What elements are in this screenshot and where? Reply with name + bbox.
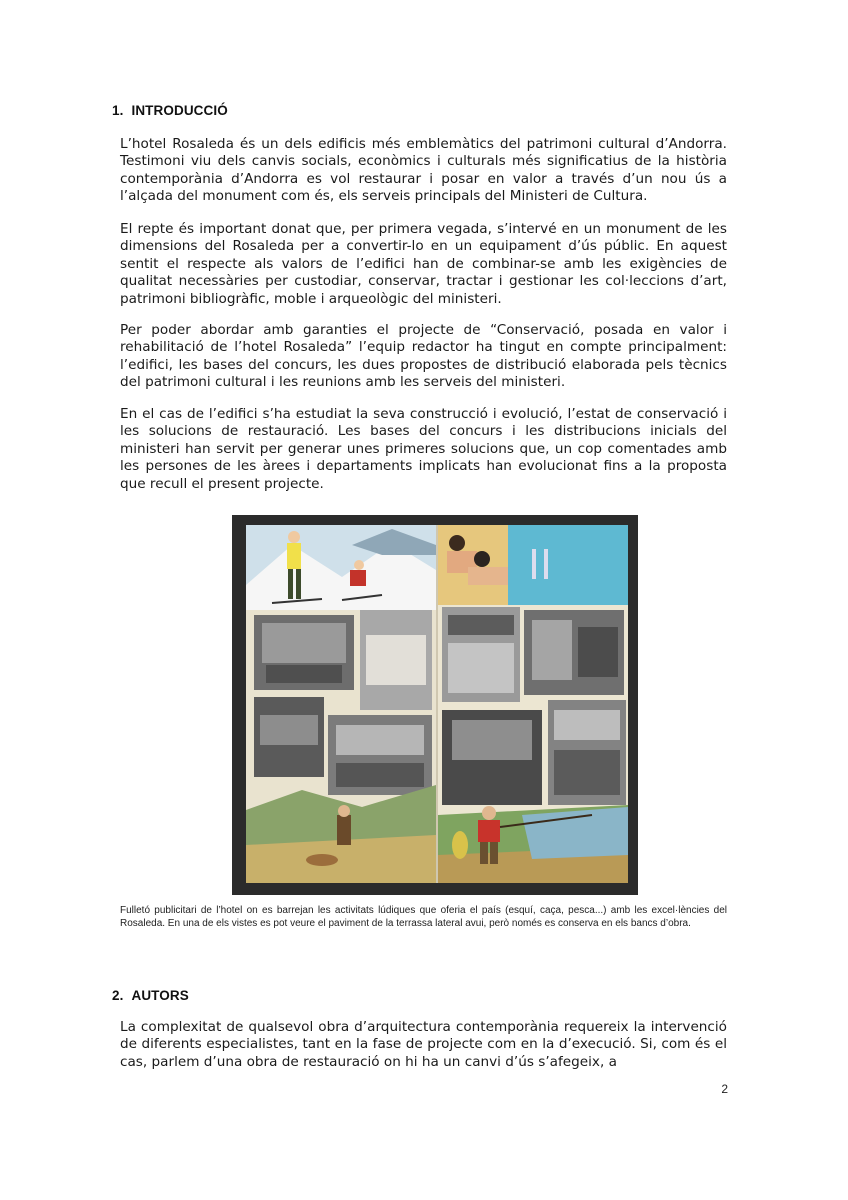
section-number: 1.: [112, 103, 124, 118]
section-number: 2.: [112, 988, 124, 1003]
section-title: AUTORS: [131, 988, 189, 1003]
autors-paragraph-1: La complexitat de qualsevol obra d’arquitectura contemporània requereix la intervenció de diferents especialistes, tant en la fase de projecte com en la d’execució. Si, com és el cas, parlem d’una obra de restauració on hi ha un canvi d’ús s’afegeix, a: [120, 1019, 727, 1070]
section-heading-autors: [112, 988, 189, 1003]
hotel-brochure-image: [232, 515, 638, 895]
intro-paragraph-3: Per poder abordar amb garanties el projecte de “Conservació, posada en valor i rehabilitació de l’hotel Rosaleda” l’equip redactor ha tingut en compte principalment: l’edifici, les bases del concurs, les dues propostes de distribució elaborada pels tècnics del patrimoni cultural i les reunions amb les serveis del ministeri.: [120, 322, 727, 391]
intro-paragraph-2: El repte és important donat que, per primera vegada, s’intervé en un monument de les dimensions del Rosaleda per a convertir-lo en un equipament d’ús públic. En aquest sentit el respecte als valors de l’edifici han de combinar-se amb les exigències de qualitat necessàries per custodiar, conservar, tractar i gestionar les col·leccions d’art, patrimoni bibliogràfic, moble i arqueològic del ministeri.: [120, 221, 727, 307]
page-number: 2: [721, 1082, 728, 1096]
intro-paragraph-4: En el cas de l’edifici s’ha estudiat la seva construcció i evolució, l’estat de conservació i les solucions de restauració. Les bases del concurs i les distribucions inicials del ministeri han servit per generar unes primeres solucions que, un cop comentades amb les persones de les àrees i departaments implicats han evolucionat fins a la proposta que recull el present projecte.: [120, 406, 727, 492]
section-heading-introduccio: [112, 103, 228, 118]
figure-caption: Fulletó publicitari de l’hotel on es barrejan les activitats lúdiques que oferia el país (esquí, caça, pesca...) amb les excel·lències del Rosaleda. En una de els vistes es pot veure el paviment de la terrassa lateral avui, però només es conserva en els bancs d’obra.: [120, 905, 727, 929]
section-title: INTRODUCCIÓ: [131, 103, 228, 118]
intro-paragraph-1: L’hotel Rosaleda és un dels edificis més emblemàtics del patrimoni cultural d’Andorra. Testimoni viu dels canvis socials, econòmics i culturals més significatius de la història contemporània d’Andorra es vol restaurar i posar en valor a través d’un nou ús a l’alçada del monument com és, els serveis principals del Ministeri de Cultura.: [120, 136, 727, 205]
